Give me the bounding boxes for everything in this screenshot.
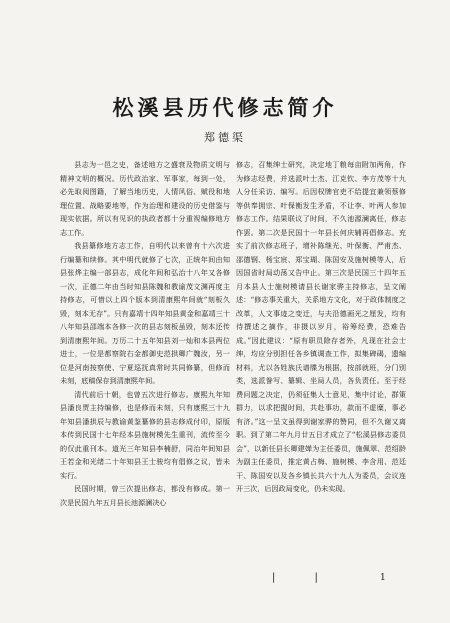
paragraph: 我县纂修地方志工作，自明代以来曾有十六次进行编纂和续修。其中明代就修了七次，正统年间由知县张烨主编一部县志，成化年间和弘治十八年又各修一次，正德二年由当时知县陈魏和教谕茂文渊再度主持修志，可惜以上四个版本到清康熙年间就“刻板久毁，刻本无存”。只有嘉靖十四年知县黄金和嘉靖三十八年知县邵端本各修一次的县志刻板虽毁，刻本还传到清康熙年间。万历二十五年知县刘一灿和本县两位进士，一位是都察院右金都御史范拱卿广魏汝，另一位是河南按察使、宁夏巡抚真常时共同修纂，但修而未刻，底稿保存到清康熙年间。 — [60, 241, 230, 385]
article-title: 松溪县历代修志简介 — [112, 96, 338, 120]
paragraph: 清代前后十朝，也曾五次进行修志。康熙九年知县潘良贾主持编修，也是修而未刻，只有康熙三十九年知县潘拱辰与教谕黄鉴纂修的县志修成付印，原版本传到民国十七年经本县施树模先生重刊，流传至今的仅此重刊本。道光三年知县李楠舒，同治年间知县王若金和光绪二十年知县王士骏均有倡修之议，皆未实行。 — [60, 389, 230, 480]
scan-marks: | | — [272, 572, 336, 583]
paragraph: 修志，召集绅士研究，决定地丁粮每亩附加两角，作为修志经费，并选派叶士杰、江克钦、李方茂等十九人分任采访、编写。后因权牌官吏不给提宜兼领蔡修等供奉拥宗、叶保衡发生矛盾，不让李、叶两人参加修志工作。结果联议了时间，不久池源澜离任，修志作罢。第二次是民国十一年县长何庆辅再倡修志。充实了前次修志班子，增补陈继光、叶保衡、严甫杰、邵德钢、杨宝宸、郑宝瑚、陈国安及施树模等人，后因国省时局动荡又告中止。第三次是民国三十四年五月本县人士施树模请县长谢家骅主持修志，呈文阐述：“修志事关重大，关系地方文化，对于政体制度之改革，人文事迹之变迁，与夫沿德画光之厘发，均有待撰述之摘作，非摄以岁月，裕筹经费，恐难告成。”因此建议：“原有职员除存者外，凡现在社会士绅，均应分别担任各乡镇调查工作，拟集碑碣，遗编材料，尤以各姓族氏谱牒为根据，按部就班，分门别类，选派誊写、纂辑、坐局人员，各负责任。至于经费问题之决定，仍须征集人士意见，集中讨论，群策群力，以求把握时间，共赴事功，款而不虚糜，事必有济。”这一呈文虽得到谢家骅的赞同，但不久谢又离职。到了第二年九月廿五日才成立了“松溪县修志委员会”，以新任县长卿建婵为主任委员，施佩翠、范绍龄为副主任委员，推定黄占梅、施树模、李含用、范廷干、陈国安以及各乡镇长共六十九人为委员，会议连开三次，后因政局变化，仍未实现。 — [236, 160, 406, 493]
paragraph: 县志为一邑之史，备述地方之盛衰及物质文明与精神文明的概况。历代政治家、军事家，每到一处，必先取阅图籍，了解当地历史，人情风俗、赋役和地理位置、战略要地等，作为治理和建设的历史借鉴与现实依据。所以有见识的执政者都十分重视编修地方志工作。 — [60, 160, 230, 237]
right-column — [236, 158, 406, 496]
article-author: 郑德渠 — [204, 131, 246, 144]
page-number: 1 — [380, 573, 386, 583]
left-column — [60, 158, 230, 509]
paragraph: 民国时期，曾三次提出修志，都没有修成。第一次是民国九年五月县长池源澜决心 — [60, 484, 230, 507]
